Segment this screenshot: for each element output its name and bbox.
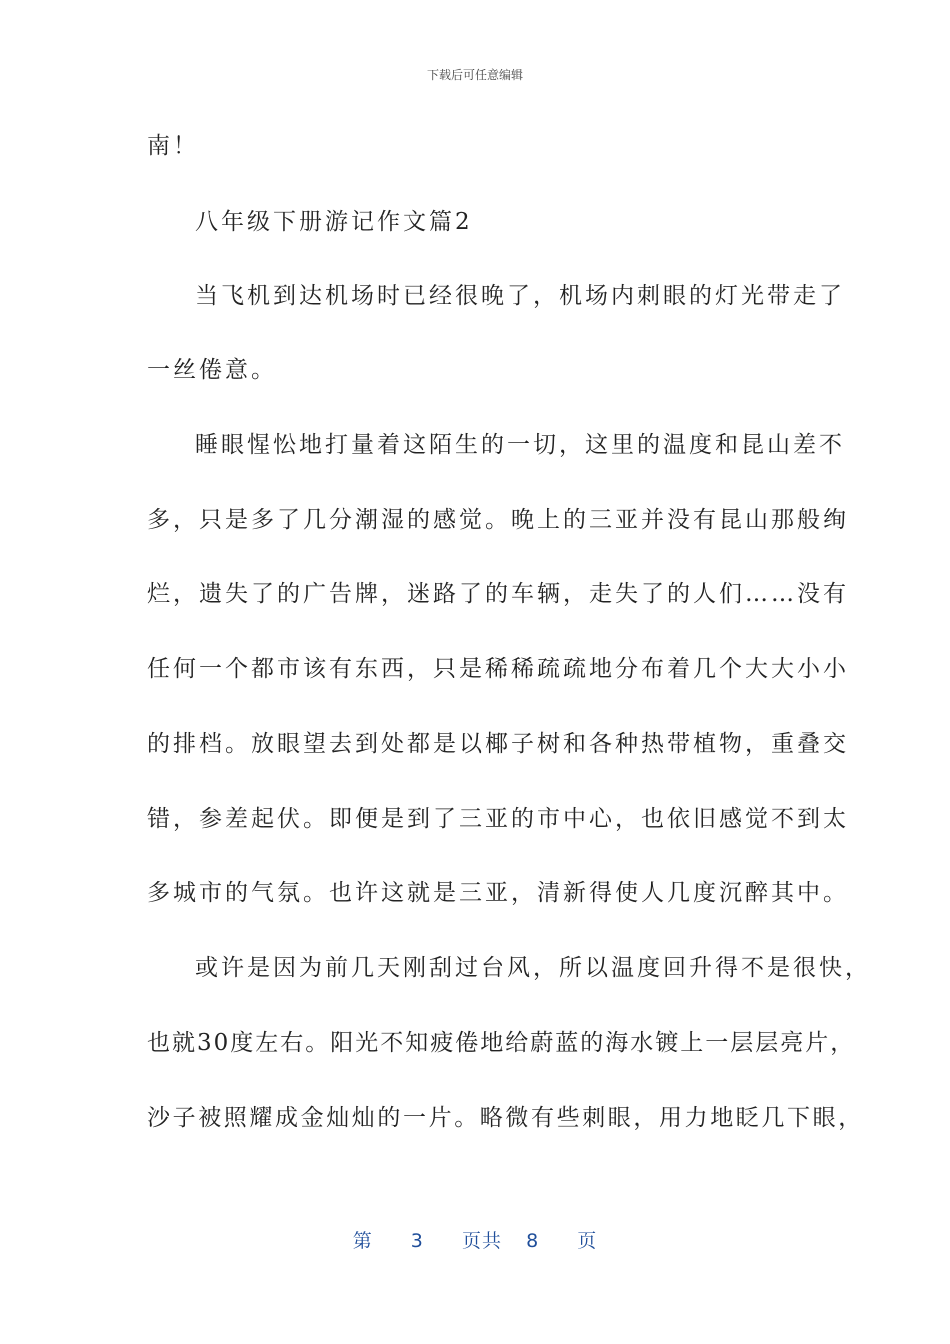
footer-total-pages: 8 <box>526 1230 540 1252</box>
article-title: 八年级下册游记作文篇2 <box>195 209 473 235</box>
footer-current-page: 3 <box>410 1230 424 1252</box>
footer-suffix: 页 <box>577 1230 598 1252</box>
footer-prefix: 第 <box>352 1230 373 1252</box>
body-line-13: 也就30度左右。阳光不知疲倦地给蔚蓝的海水镀上一层层亮片， <box>147 1030 856 1056</box>
body-line-8: 任何一个都市该有东西，只是稀稀疏疏地分布着几个大大小小 <box>147 656 849 682</box>
body-line-11: 多城市的气氛。也许这就是三亚，清新得使人几度沉醉其中。 <box>147 880 849 906</box>
footer-mid: 页共 <box>461 1230 502 1252</box>
body-line-5: 睡眼惺忪地打量着这陌生的一切，这里的温度和昆山差不 <box>195 432 845 458</box>
body-line-14: 沙子被照耀成金灿灿的一片。略微有些刺眼，用力地眨几下眼， <box>147 1105 864 1131</box>
body-line-7: 烂，遗失了的广告牌，迷路了的车辆，走失了的人们……没有 <box>147 581 849 607</box>
body-line-4: 一丝倦意。 <box>147 357 277 383</box>
body-line-12: 或许是因为前几天刚刮过台风，所以温度回升得不是很快， <box>195 955 871 981</box>
page-footer <box>0 1226 950 1253</box>
body-line-6: 多，只是多了几分潮湿的感觉。晚上的三亚并没有昆山那般绚 <box>147 507 849 533</box>
page-header-note: 下载后可任意编辑 <box>426 68 523 82</box>
body-line-1: 南！ <box>147 133 199 159</box>
body-line-10: 错，参差起伏。即便是到了三亚的市中心，也依旧感觉不到太 <box>147 806 849 832</box>
body-line-3: 当飞机到达机场时已经很晚了，机场内刺眼的灯光带走了 <box>195 283 845 309</box>
body-line-9: 的排档。放眼望去到处都是以椰子树和各种热带植物，重叠交 <box>147 731 849 757</box>
